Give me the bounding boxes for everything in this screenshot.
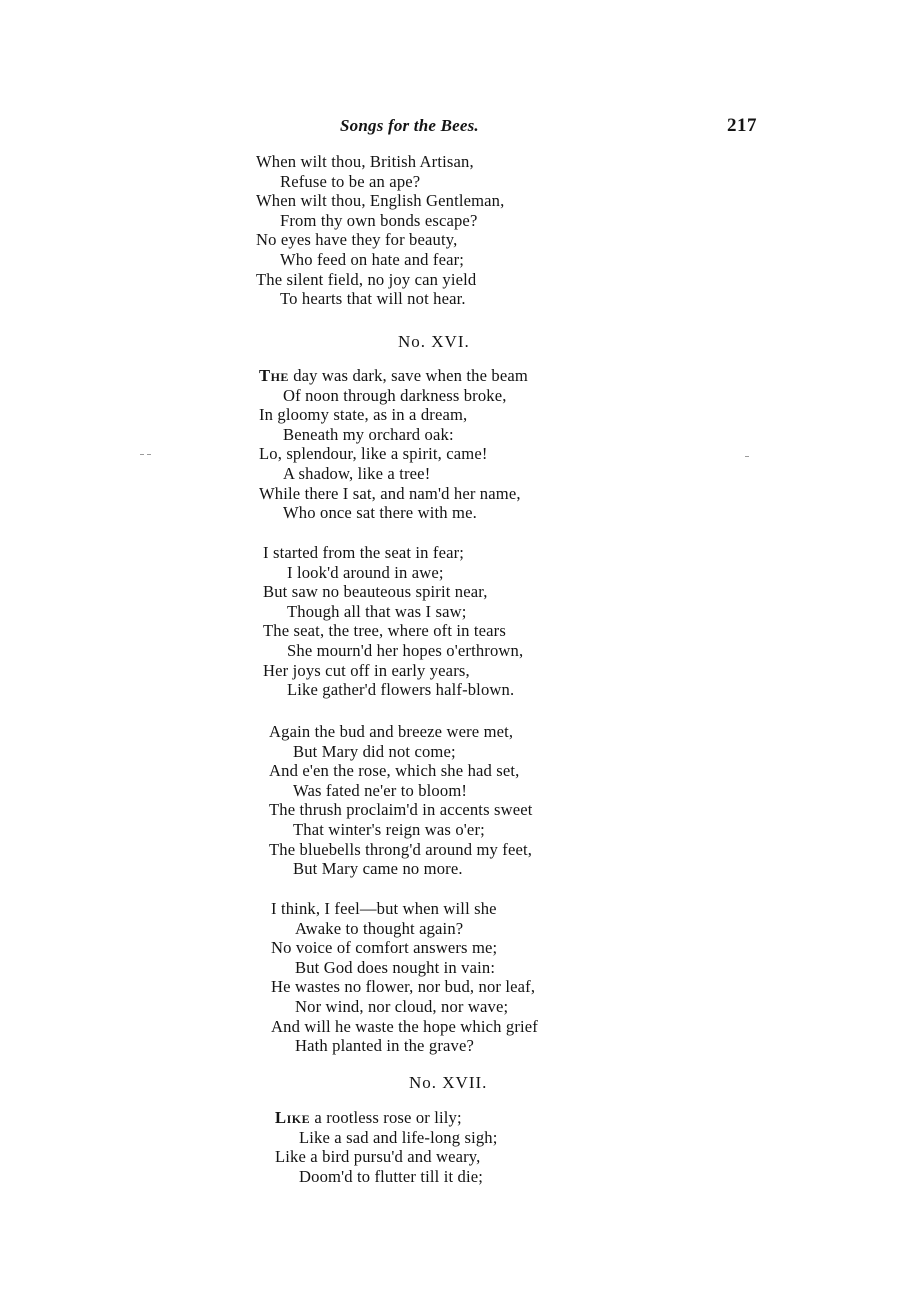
verse-text: a rootless rose or lily; — [310, 1108, 462, 1127]
stanza-xvi-4 — [271, 899, 538, 1056]
verse-line: While there I sat, and nam'd her name, — [259, 483, 521, 503]
verse-line: But Mary did not come; — [293, 741, 456, 761]
verse-line: The bluebells throng'd around my feet, — [269, 839, 533, 859]
stanza-xvii-1 — [275, 1108, 498, 1186]
drop-word: Like — [275, 1108, 311, 1127]
running-title: Songs for the Bees. — [340, 116, 479, 135]
section-heading-xvi: No. XVI. — [398, 332, 470, 351]
verse-line: But God does nought in vain: — [295, 957, 496, 977]
verse-line: Doom'd to flutter till it die; — [299, 1166, 484, 1186]
verse-line: When wilt thou, English Gentleman, — [256, 191, 505, 211]
verse-line: Her joys cut off in early years, — [263, 660, 470, 680]
verse-line: Beneath my orchard oak: — [283, 424, 454, 444]
verse-line: In gloomy state, as in a dream, — [259, 405, 468, 425]
verse-line: And will he waste the hope which grief — [271, 1016, 538, 1036]
scan-speck — [140, 454, 144, 455]
verse-line: Like a sad and life-long sigh; — [299, 1127, 498, 1147]
verse-line: The silent field, no joy can yield — [256, 269, 477, 289]
verse-line: That winter's reign was o'er; — [293, 819, 485, 839]
verse-line — [259, 366, 528, 386]
verse-line: Like a bird pursu'd and weary, — [275, 1147, 481, 1167]
verse-line: The seat, the tree, where oft in tears — [263, 621, 506, 641]
verse-line: But Mary came no more. — [293, 859, 463, 879]
scan-speck — [745, 456, 749, 457]
verse-line: I started from the seat in fear; — [263, 543, 465, 562]
verse-line: From thy own bonds escape? — [280, 210, 478, 230]
verse-line: No eyes have they for beauty, — [256, 230, 458, 250]
stanza-xvi-1 — [259, 366, 528, 523]
verse-line — [275, 1108, 498, 1128]
stanza-xvi-2 — [263, 543, 523, 700]
verse-line: Again the bud and breeze were met, — [269, 722, 514, 741]
verse-line: Who once sat there with me. — [283, 503, 477, 523]
verse-line: The thrush proclaim'd in accents sweet — [269, 800, 533, 820]
page-number: 217 — [727, 115, 757, 136]
verse-line: Like gather'd flowers half-blown. — [287, 680, 515, 700]
verse-line: He wastes no flower, nor bud, nor leaf, — [271, 977, 536, 997]
verse-line: Awake to thought again? — [295, 918, 464, 938]
verse-line: Of noon through darkness broke, — [283, 385, 507, 405]
verse-line: Lo, splendour, like a spirit, came! — [259, 444, 488, 464]
stanza-carryover — [256, 152, 504, 309]
verse-line: Nor wind, nor cloud, nor wave; — [295, 996, 509, 1016]
verse-line: When wilt thou, British Artisan, — [256, 152, 474, 171]
verse-line: Who feed on hate and fear; — [280, 249, 465, 269]
drop-word: The — [259, 366, 289, 385]
verse-line: Was fated ne'er to bloom! — [293, 780, 468, 800]
verse-line: I think, I feel—but when will she — [271, 899, 497, 918]
verse-line: Though all that was I saw; — [287, 601, 467, 621]
verse-line: To hearts that will not hear. — [280, 289, 466, 309]
scan-speck — [147, 454, 151, 455]
verse-line: She mourn'd her hopes o'erthrown, — [287, 640, 524, 660]
verse-text: day was dark, save when the beam — [288, 366, 528, 385]
stanza-xvi-3 — [269, 722, 533, 879]
verse-line: I look'd around in awe; — [287, 562, 444, 582]
verse-line: Refuse to be an ape? — [280, 171, 421, 191]
running-head — [0, 116, 911, 140]
verse-line: No voice of comfort answers me; — [271, 938, 498, 958]
verse-line: Hath planted in the grave? — [295, 1036, 474, 1056]
section-heading-xvii: No. XVII. — [409, 1073, 488, 1092]
verse-line: But saw no beauteous spirit near, — [263, 582, 488, 602]
verse-line: A shadow, like a tree! — [283, 463, 431, 483]
verse-line: And e'en the rose, which she had set, — [269, 761, 520, 781]
